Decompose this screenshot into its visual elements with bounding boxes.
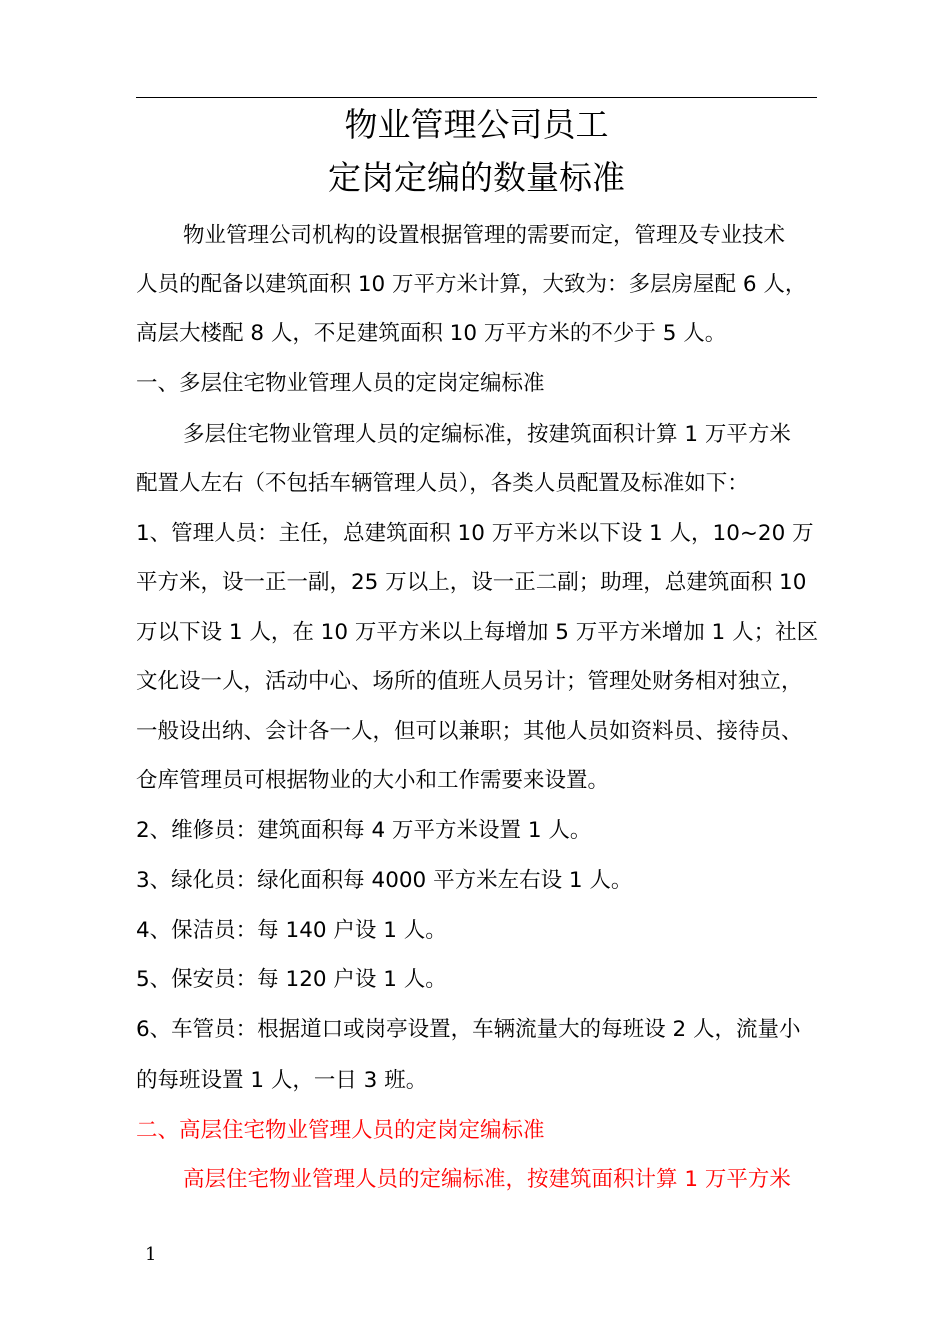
item1-line-5: 一般设出纳、会计各一人，但可以兼职；其他人员如资料员、接待员、: [136, 719, 803, 744]
document-title-line-1: 物业管理公司员工: [344, 105, 609, 144]
item6-line-2: 的每班设置 1 人，一日 3 班。: [136, 1068, 428, 1093]
section2-intro-line-1: 高层住宅物业管理人员的定编标准，按建筑面积计算 1 万平方米: [183, 1167, 791, 1192]
item1-line-6: 仓库管理员可根据物业的大小和工作需要来设置。: [136, 768, 610, 793]
intro-line-3: 高层大楼配 8 人，不足建筑面积 10 万平方米的不少于 5 人。: [136, 321, 727, 346]
section1-heading: 一、多层住宅物业管理人员的定岗定编标准: [136, 371, 545, 396]
item2-line: 2、维修员：建筑面积每 4 万平方米设置 1 人。: [136, 818, 592, 843]
item1-line-2: 平方米，设一正一副，25 万以上，设一正二副；助理，总建筑面积 10: [136, 570, 807, 595]
item1-line-4: 文化设一人，活动中心、场所的值班人员另计；管理处财务相对独立，: [136, 669, 803, 694]
intro-line-2: 人员的配备以建筑面积 10 万平方米计算，大致为：多层房屋配 6 人，: [136, 272, 807, 297]
item1-line-1: 1、管理人员：主任，总建筑面积 10 万平方米以下设 1 人，10~20 万: [136, 521, 814, 546]
item4-line: 4、保洁员：每 140 户设 1 人。: [136, 918, 447, 943]
page-number: 1: [145, 1244, 157, 1265]
section2-heading: 二、高层住宅物业管理人员的定岗定编标准: [136, 1118, 545, 1143]
header-rule: [136, 97, 817, 98]
item5-line: 5、保安员：每 120 户设 1 人。: [136, 967, 447, 992]
section1-intro-line-1: 多层住宅物业管理人员的定编标准，按建筑面积计算 1 万平方米: [183, 422, 791, 447]
item1-line-3: 万以下设 1 人，在 10 万平方米以上每增加 5 万平方米增加 1 人；社区: [136, 620, 819, 645]
section1-intro-line-2: 配置人左右（不包括车辆管理人员），各类人员配置及标准如下：: [136, 471, 749, 496]
item6-line-1: 6、车管员：根据道口或岗亭设置，车辆流量大的每班设 2 人，流量小: [136, 1017, 801, 1042]
document-title-line-2: 定岗定编的数量标准: [328, 158, 625, 197]
item3-line: 3、绿化员：绿化面积每 4000 平方米左右设 1 人。: [136, 868, 633, 893]
intro-line-1: 物业管理公司机构的设置根据管理的需要而定，管理及专业技术: [183, 223, 786, 248]
